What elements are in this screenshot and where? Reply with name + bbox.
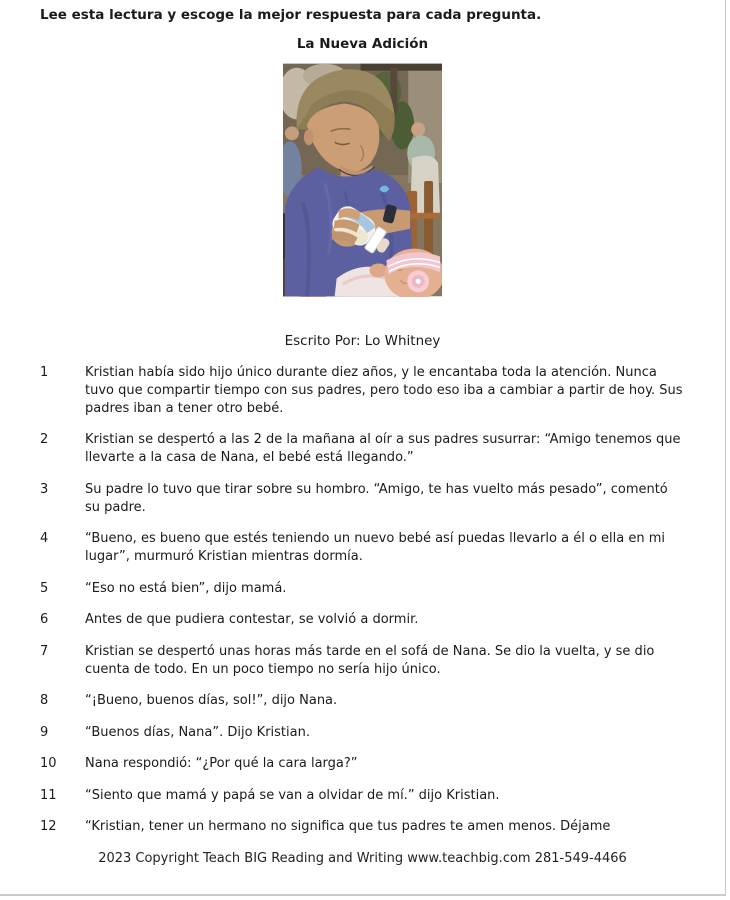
paragraph-row — [40, 692, 685, 710]
paragraph-row — [40, 431, 685, 467]
paragraph-text: Nana respondió: “¿Por qué la cara larga?” — [85, 756, 358, 771]
paragraph-row — [40, 530, 685, 566]
paragraph-number: 1 — [40, 364, 49, 380]
paragraph-row — [40, 755, 685, 773]
paragraph-row — [40, 724, 685, 742]
paragraph-number: 6 — [40, 612, 49, 627]
paragraph-row — [40, 818, 685, 836]
paragraph-text: Kristian se despertó unas horas más tarde en el sofá de Nana. Se dio la vuelta, y se dio cuenta de todo. En un poco tiempo no sería hijo único. — [85, 643, 655, 677]
paragraph-text: Antes de que pudiera contestar, se volvió a dormir. — [85, 612, 419, 627]
paragraph-number: 12 — [40, 819, 57, 834]
paragraph-text: “Kristian, tener un hermano no significa que tus padres te amen menos. Déjame — [85, 819, 611, 834]
paragraph-number: 9 — [40, 724, 49, 740]
paragraph-number: 4 — [40, 531, 49, 546]
byline: Escrito Por: Lo Whitney — [284, 333, 441, 349]
passage-photo — [283, 63, 442, 297]
paragraph-number: 2 — [40, 432, 49, 447]
paragraph-text: “Eso no está bien”, dijo mamá. — [85, 580, 287, 596]
passage-title: La Nueva Adición — [296, 36, 429, 52]
paragraph-text: Kristian había sido hijo único durante diez años, y le encantaba toda la atención. Nunca tuvo que compartir tiempo con sus padres, pero todo eso iba a cambiar a partir de hoy. Sus padres iban a tener otro bebé. — [85, 364, 683, 416]
paragraph-number: 3 — [40, 481, 49, 497]
paragraph-number: 11 — [40, 787, 57, 803]
paragraph-row — [40, 611, 685, 629]
paragraph-number: 10 — [40, 756, 57, 771]
paragraph-text: “¡Bueno, buenos días, sol!”, dijo Nana. — [85, 693, 338, 708]
paragraph-text: “Buenos días, Nana”. Dijo Kristian. — [85, 724, 310, 740]
paragraph-text: “Siento que mamá y papá se van a olvidar de mí.” dijo Kristian. — [85, 787, 500, 803]
paragraph-number: 8 — [40, 693, 49, 708]
paragraph-text: Kristian se despertó a las 2 de la mañana al oír a sus padres susurrar: “Amigo tenemos que llevarte a la casa de Nana, el bebé está llegando.” — [85, 432, 681, 465]
paragraph-number: 7 — [40, 643, 49, 659]
paragraph-text: Su padre lo tuvo que tirar sobre su hombro. “Amigo, te has vuelto más pesado”, comentó su padre. — [85, 481, 668, 515]
copyright-footer: 2023 Copyright Teach BIG Reading and Writing www.teachbig.com 281-549-4466 — [98, 851, 627, 866]
boy-feeding-baby-illustration — [283, 63, 442, 297]
paragraph-list — [40, 364, 685, 837]
paragraph-row — [40, 787, 685, 805]
paragraph-number: 5 — [40, 580, 49, 596]
paragraph-row — [40, 364, 685, 418]
paragraph-row — [40, 580, 685, 598]
paragraph-row — [40, 481, 685, 517]
instruction-text: Lee esta lectura y escoge la mejor respuesta para cada pregunta. — [40, 7, 542, 23]
paragraph-row — [40, 643, 685, 679]
paragraph-text: “Bueno, es bueno que estés teniendo un nuevo bebé así puedas llevarlo a él o ella en mi lugar”, murmuró Kristian mientras dormía. — [85, 531, 665, 564]
